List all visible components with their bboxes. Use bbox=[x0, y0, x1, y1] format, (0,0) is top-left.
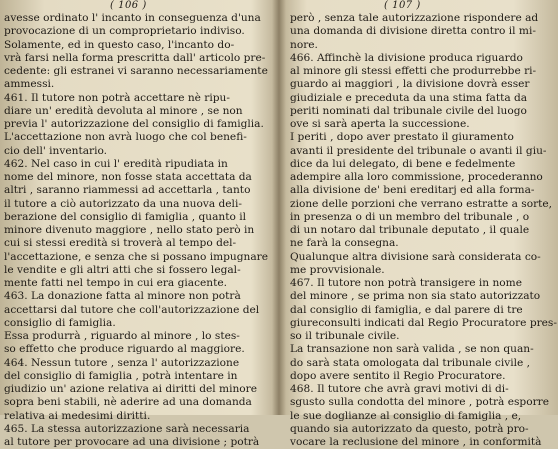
text-line: del consiglio di famiglia , potrà intentare in bbox=[4, 369, 238, 382]
text-line: avanti il presidente del tribunale o avanti il giu- bbox=[290, 144, 547, 157]
text-line: so effetto che produce riguardo al maggiore. bbox=[4, 343, 245, 356]
right-page bbox=[286, 0, 558, 448]
text-line: accettarsi dal tutore che coll'autorizzazione del bbox=[4, 303, 260, 316]
text-line: previa l' autorizzazione del consiglio di famiglia. bbox=[4, 118, 264, 130]
text-line: al tutore per provocare ad una divisione ; potrà bbox=[4, 436, 260, 448]
text-line: ne farà la consegna. bbox=[290, 237, 399, 250]
text-line: do sarà stata omologata dal tribunale civile , bbox=[290, 356, 530, 369]
text-line: L'accettazione non avrà luogo che col benefi- bbox=[4, 131, 247, 144]
text-line: sgusto sulla condotta del minore , potrà esporre bbox=[290, 396, 549, 409]
text-line: 468. Il tutore che avrà gravi motivi di di- bbox=[290, 383, 509, 395]
text-line: giudiziale e preceduta da una stima fatta da bbox=[290, 91, 528, 104]
text-line: ammessi. bbox=[4, 78, 55, 91]
text-line: avesse ordinato l' incanto in conseguenza d'una bbox=[4, 12, 261, 24]
text-line: guardo ai maggiori , la divisione dovrà esser bbox=[290, 78, 530, 91]
text-line: giudizio un' azione relativa ai diritti del minore bbox=[4, 383, 258, 395]
text-line: dopo avere sentito il Regio Procuratore. bbox=[290, 369, 506, 382]
text-line: giureconsulti indicati dal Regio Procuratore pres- bbox=[290, 316, 557, 329]
text-line: nome del minore, non fosse stata accettata da bbox=[4, 171, 252, 183]
text-line: cedente: gli estranei vi saranno necessariamente bbox=[4, 65, 268, 77]
text-line: del minore , se prima non sia stato autorizzato bbox=[290, 290, 541, 303]
text-line: il tutore a ciò autorizzato da una nuova deli- bbox=[4, 197, 242, 210]
text-line: 466. Affinchè la divisione produca riguardo bbox=[290, 51, 523, 64]
page-number: ( 106 ) bbox=[110, 0, 147, 11]
text-line: cui si stessi eredità si troverà al tempo del- bbox=[4, 237, 237, 250]
text-line: 464. Nessun tutore , senza l' autorizzazione bbox=[4, 356, 240, 369]
text-line: 467. Il tutore non potrà transigere in nome bbox=[290, 277, 522, 289]
text-line: le sue doglianze al consiglio di famiglia , e, bbox=[290, 409, 522, 422]
text-line: però , senza tale autorizzazione rispondere ad bbox=[290, 12, 539, 24]
text-line: 463. La donazione fatta al minore non potrà bbox=[4, 290, 241, 303]
text-line: l'accettazione, e senza che si possano impugnare bbox=[4, 250, 268, 263]
text-line: minore divenuto maggiore , nello stato però in bbox=[4, 224, 255, 236]
text-line: mente fatti nel tempo in cui era giacente. bbox=[4, 277, 227, 289]
text-line: adempire alla loro commissione, procederanno bbox=[290, 171, 543, 183]
text-line: dal consiglio di famiglia, e dal parere di tre bbox=[290, 303, 523, 316]
left-page bbox=[0, 0, 272, 448]
text-line: di un notaro dal tribunale deputato , il quale bbox=[290, 224, 530, 236]
text-line: sopra beni stabili, nè aderire ad una domanda bbox=[4, 396, 252, 409]
text-line: 462. Nel caso in cui l' eredità ripudiata in bbox=[4, 157, 228, 170]
text-line: consiglio di famiglia. bbox=[4, 316, 116, 329]
text-line: nore. bbox=[290, 38, 318, 51]
text-line: vocare la reclusione del minore , in conformità bbox=[290, 436, 542, 448]
text-line: altri , saranno riammessi ad accettarla , tanto bbox=[4, 184, 251, 197]
text-line: Qualunque altra divisione sarà considerata co- bbox=[290, 250, 541, 263]
text-line: relativa ai medesimi diritti. bbox=[4, 409, 151, 422]
text-line: ove si sarà aperta la successione. bbox=[290, 118, 470, 130]
text-line: I periti , dopo aver prestato il giuramento bbox=[290, 131, 514, 144]
page-text bbox=[4, 12, 268, 449]
text-line: in presenza o di un membro del tribunale , o bbox=[290, 210, 530, 223]
text-line: me provvisionale. bbox=[290, 263, 385, 276]
text-line: berazione del consiglio di famiglia , quanto il bbox=[4, 210, 247, 223]
page-text bbox=[290, 12, 556, 449]
text-line: Essa produrrà , riguardo al minore , lo stes- bbox=[4, 330, 240, 342]
text-line: al minore gli stessi effetti che produrrebbe ri- bbox=[290, 65, 537, 77]
text-line: Solamente, ed in questo caso, l'incanto do- bbox=[4, 38, 235, 51]
text-line: provocazione di un comproprietario indiviso. bbox=[4, 25, 245, 38]
text-line: alla divisione de' beni ereditarj ed alla forma- bbox=[290, 184, 535, 197]
text-line: le vendite e gli altri atti che si fossero legal- bbox=[4, 263, 241, 276]
text-line: vrà farsi nella forma prescritta dall' articolo pre- bbox=[4, 51, 266, 64]
page-number: ( 107 ) bbox=[384, 0, 421, 11]
text-line: so il tribunale civile. bbox=[290, 330, 400, 342]
text-line: zione delle porzioni che verrano estratte a sorte, bbox=[290, 197, 553, 210]
text-line: una domanda di divisione diretta contro il mi- bbox=[290, 25, 536, 38]
text-line: cio dell' inventario. bbox=[4, 144, 108, 157]
text-line: 465. La stessa autorizzazione sarà necessaria bbox=[4, 422, 250, 435]
text-line: dice da lui delegato, di bene e fedelmente bbox=[290, 157, 516, 170]
text-line: quando sia autorizzato da questo, potrà pro- bbox=[290, 422, 529, 435]
text-line: periti nominati dal tribunale civile del luogo bbox=[290, 104, 527, 117]
text-line: diare un' eredità devoluta al minore , se non bbox=[4, 104, 243, 117]
text-line: 461. Il tutore non potrà accettare nè ripu- bbox=[4, 91, 230, 104]
text-line: La transazione non sarà valida , se non quan- bbox=[290, 343, 534, 356]
page-gutter bbox=[272, 0, 286, 415]
